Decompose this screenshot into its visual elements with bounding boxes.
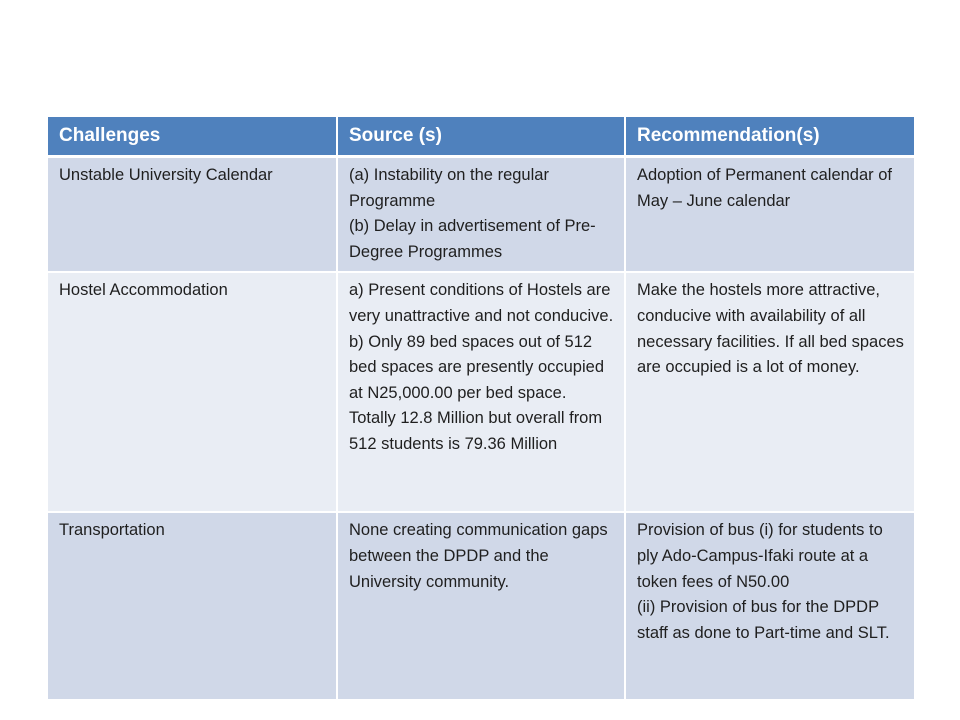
table-row — [48, 157, 914, 273]
cell-challenge: Unstable University Calendar — [48, 157, 337, 273]
header-challenges: Challenges — [48, 117, 337, 157]
cell-source: None creating communication gaps between the DPDP and the University community. — [337, 512, 625, 700]
header-sources: Source (s) — [337, 117, 625, 157]
cell-source: (a) Instability on the regular Programme (b) Delay in advertisement of Pre-Degree Programmes — [337, 157, 625, 273]
header-recommendations: Recommendation(s) — [625, 117, 914, 157]
table-row — [48, 272, 914, 512]
challenges-table — [48, 117, 914, 701]
table-header-row — [48, 117, 914, 157]
cell-challenge: Transportation — [48, 512, 337, 700]
cell-challenge: Hostel Accommodation — [48, 272, 337, 512]
cell-recommendation: Provision of bus (i) for students to ply Ado-Campus-Ifaki route at a token fees of N50.00 (ii) Provision of bus for the DPDP staff as done to Part-time and SLT. — [625, 512, 914, 700]
cell-recommendation: Adoption of Permanent calendar of May – June calendar — [625, 157, 914, 273]
cell-recommendation: Make the hostels more attractive, conducive with availability of all necessary facilities. If all bed spaces are occupied is a lot of money. — [625, 272, 914, 512]
table-row — [48, 512, 914, 700]
cell-source: a) Present conditions of Hostels are very unattractive and not conducive. b) Only 89 bed spaces out of 512 bed spaces are presently occupied at N25,000.00 per bed space. Totally 12.8 Million but overall from 512 students is 79.36 Million — [337, 272, 625, 512]
